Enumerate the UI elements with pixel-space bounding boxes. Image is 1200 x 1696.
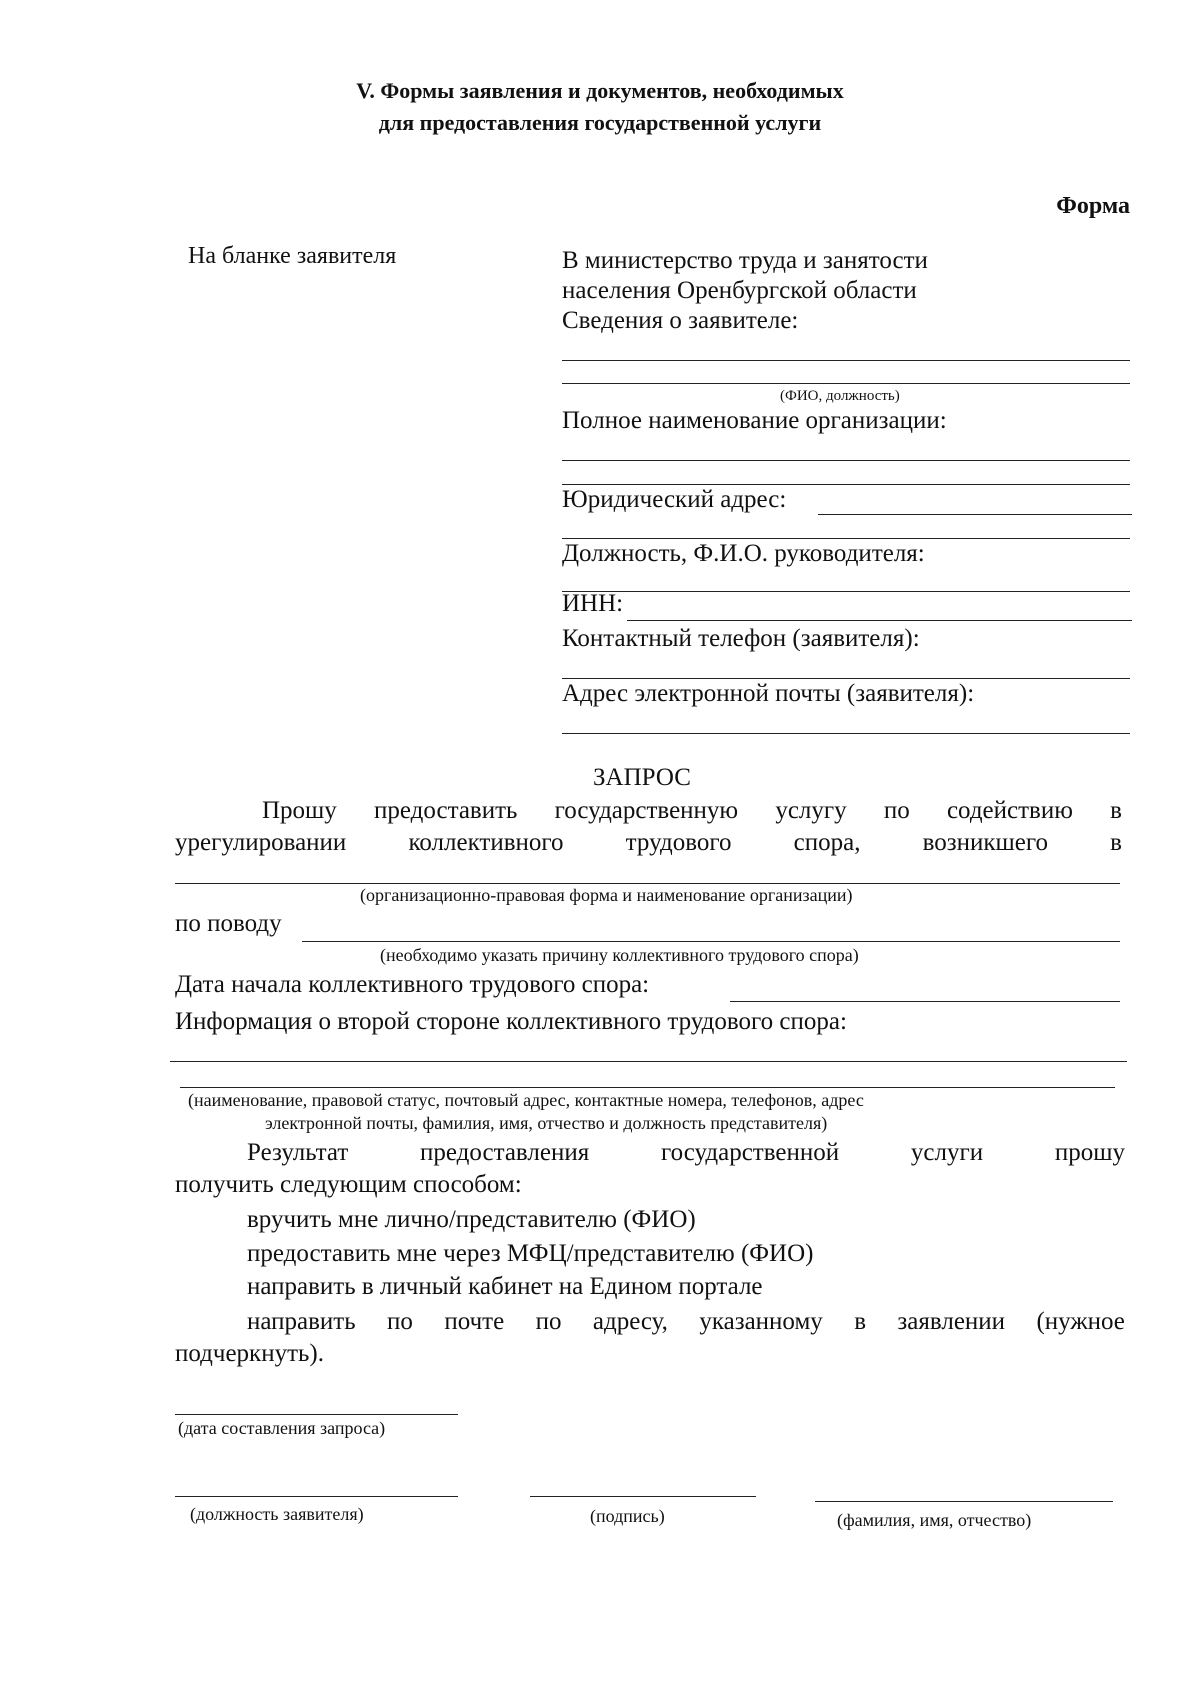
inn-line (627, 620, 1132, 621)
request-heading: ЗАПРОС (593, 764, 691, 791)
phone-label: Контактный телефон (заявителя): (562, 625, 920, 652)
word: спора, (793, 829, 861, 856)
addressee-line1: В министерство труда и занятости (562, 247, 928, 274)
word: коллективного (408, 829, 564, 856)
word: услуги (910, 1139, 984, 1166)
section-title-line2: для предоставления государственной услуги (378, 110, 822, 135)
word: услугу (775, 797, 847, 824)
inn-label: ИНН: (562, 590, 624, 617)
word: государственной (660, 1139, 840, 1166)
org-name-line-2 (562, 484, 1130, 485)
word: в (1110, 797, 1122, 824)
option-personal: вручить мне лично/представителю (ФИО) (247, 1206, 696, 1233)
org-fill-line (175, 883, 1120, 884)
applicant-line-1 (562, 360, 1130, 361)
word: в (854, 1308, 866, 1335)
head-label: Должность, Ф.И.О. руководителя: (562, 540, 925, 567)
addressee-line2: населения Оренбургской области (562, 277, 917, 304)
phone-line (562, 678, 1130, 679)
second-party-line-2 (180, 1087, 1115, 1088)
word: почте (444, 1308, 505, 1335)
word: предоставления (420, 1139, 590, 1166)
reason-label: по поводу (175, 910, 282, 937)
word: заявлении (897, 1308, 1006, 1335)
email-label: Адрес электронной почты (заявителя): (562, 680, 975, 707)
signature-hint: (подпись) (590, 1506, 665, 1526)
word: содействию (946, 797, 1073, 824)
result-line1 (247, 1139, 1125, 1167)
date-hint: (дата составления запроса) (178, 1418, 386, 1438)
option-mfc: предоставить мне через МФЦ/представителю (ФИО) (247, 1240, 814, 1267)
second-party-label: Информация о второй стороне коллективного трудового спора: (175, 1008, 847, 1035)
request-para-line2 (175, 829, 1122, 857)
option-portal: направить в личный кабинет на Едином портале (247, 1273, 763, 1300)
head-line (562, 591, 1130, 592)
name-line (815, 1501, 1113, 1502)
word: по (883, 797, 910, 824)
applicant-line-2 (562, 383, 1130, 384)
word: (нужное (1036, 1308, 1125, 1335)
position-line (175, 1496, 458, 1497)
reason-hint: (необходимо указать причину коллективного трудового спора) (380, 945, 859, 965)
date-line (175, 1414, 458, 1415)
reason-line (302, 941, 1120, 942)
blank-note: На бланке заявителя (188, 243, 397, 269)
second-party-hint-1: (наименование, правовой статус, почтовый адрес, контактные номера, телефонов, адрес (188, 1090, 864, 1110)
start-date-line (730, 1001, 1120, 1002)
word: урегулировании (175, 829, 347, 856)
signature-line (530, 1496, 756, 1497)
word: прошу (1054, 1139, 1125, 1166)
word: в (1110, 829, 1122, 856)
word: трудового (625, 829, 732, 856)
org-hint: (организационно-правовая форма и наименование организации) (360, 885, 853, 905)
name-hint: (фамилия, имя, отчество) (837, 1510, 1032, 1530)
word: Результат (247, 1139, 349, 1166)
legal-address-line-2 (562, 538, 1130, 539)
word: направить (247, 1308, 356, 1335)
email-line (562, 733, 1130, 734)
form-label: Форма (1056, 193, 1130, 219)
word: возникшего (922, 829, 1049, 856)
legal-address-label: Юридический адрес: (562, 486, 787, 513)
word: по (535, 1308, 562, 1335)
word: государственную (554, 797, 739, 824)
word: Прошу (262, 797, 337, 824)
second-party-line-1 (170, 1061, 1127, 1062)
start-date-label: Дата начала коллективного трудового спора: (175, 971, 650, 998)
request-para-line1 (262, 797, 1122, 825)
word: указанному (699, 1308, 823, 1335)
result-line2: получить следующим способом: (175, 1171, 522, 1198)
section-title-line1: V. Формы заявления и документов, необходимых (356, 78, 844, 103)
applicant-info-label: Сведения о заявителе: (562, 307, 799, 334)
org-name-label: Полное наименование организации: (562, 407, 947, 434)
word: по (387, 1308, 413, 1335)
second-party-hint-2: электронной почты, фамилия, имя, отчество и должность представителя) (265, 1113, 828, 1133)
word: предоставить (374, 797, 518, 824)
position-hint: (должность заявителя) (190, 1504, 364, 1524)
org-name-line-1 (562, 460, 1130, 461)
legal-address-line-1 (818, 514, 1132, 515)
fio-hint: (ФИО, должность) (780, 388, 900, 404)
word: адресу, (592, 1308, 668, 1335)
option-mail-line2: подчеркнуть). (175, 1340, 324, 1367)
option-mail-line1 (247, 1308, 1125, 1336)
